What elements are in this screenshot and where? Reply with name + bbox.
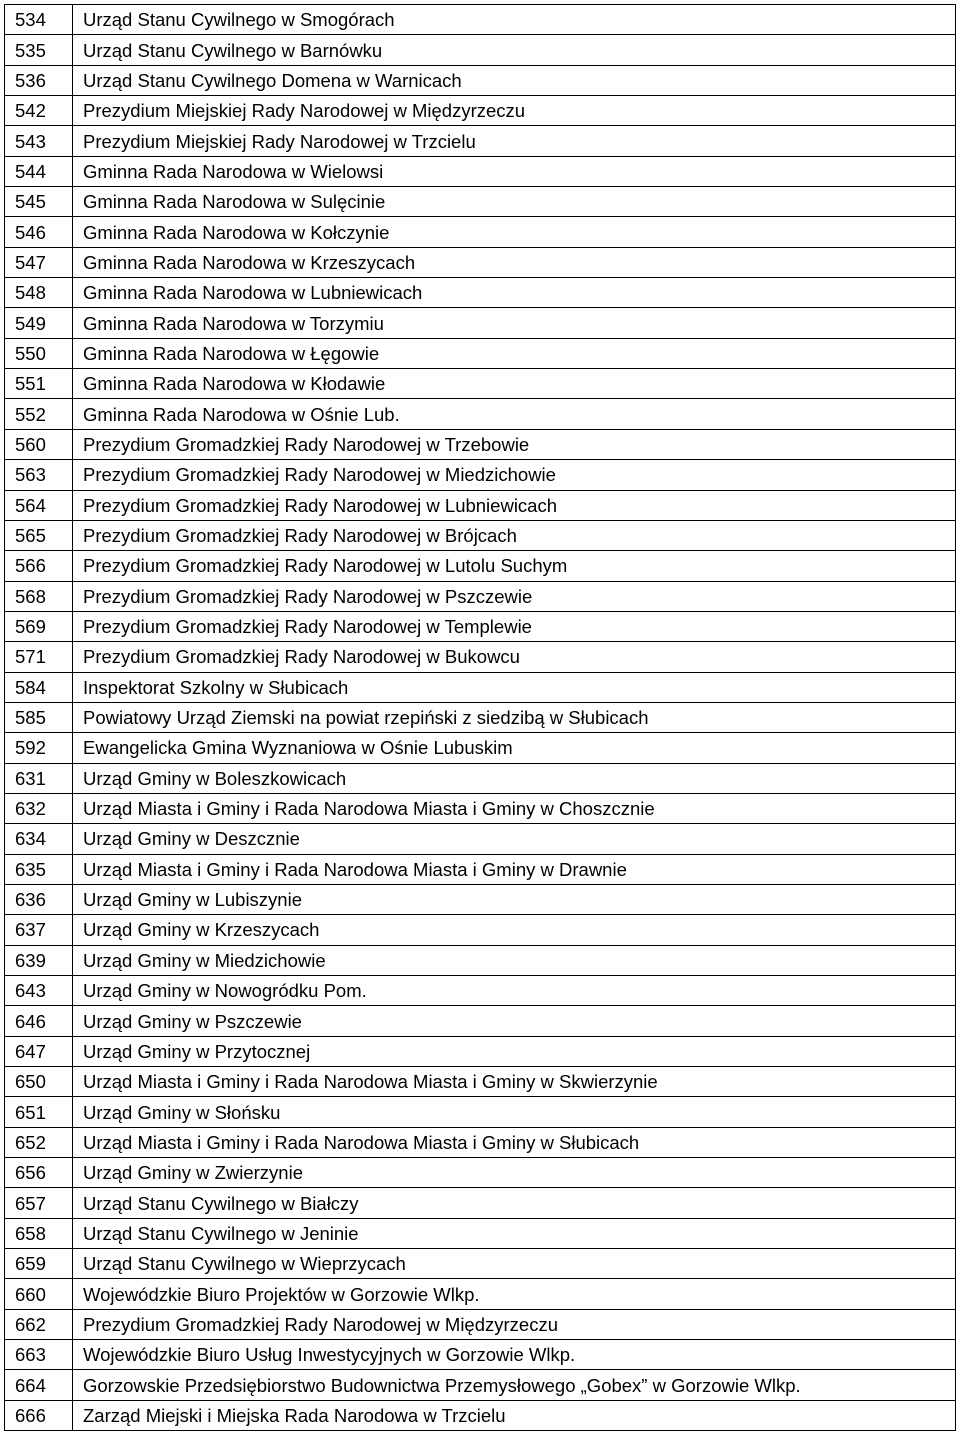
table-row (5, 490, 956, 520)
record-name: Urząd Stanu Cywilnego w Wieprzycach (73, 1249, 956, 1279)
record-number: 560 (5, 429, 73, 459)
table-row (5, 1218, 956, 1248)
table-row (5, 5, 956, 35)
record-name: Gminna Rada Narodowa w Ośnie Lub. (73, 399, 956, 429)
table-row (5, 1340, 956, 1370)
record-number: 545 (5, 187, 73, 217)
table-row (5, 611, 956, 641)
record-name: Urząd Stanu Cywilnego w Smogórach (73, 5, 956, 35)
record-name: Prezydium Gromadzkiej Rady Narodowej w Trzebowie (73, 429, 956, 459)
records-table (4, 4, 956, 1431)
record-name: Urząd Miasta i Gminy i Rada Narodowa Miasta i Gminy w Skwierzynie (73, 1067, 956, 1097)
record-number: 552 (5, 399, 73, 429)
table-row (5, 187, 956, 217)
table-row (5, 399, 956, 429)
table-row (5, 1188, 956, 1218)
record-number: 662 (5, 1309, 73, 1339)
record-name: Inspektorat Szkolny w Słubicach (73, 672, 956, 702)
record-number: 542 (5, 96, 73, 126)
table-row (5, 1127, 956, 1157)
record-number: 637 (5, 915, 73, 945)
record-number: 631 (5, 763, 73, 793)
record-number: 535 (5, 35, 73, 65)
record-name: Prezydium Gromadzkiej Rady Narodowej w Bukowcu (73, 642, 956, 672)
record-name: Prezydium Gromadzkiej Rady Narodowej w Międzyrzeczu (73, 1309, 956, 1339)
record-name: Urząd Gminy w Krzeszycach (73, 915, 956, 945)
record-name: Gminna Rada Narodowa w Kołczynie (73, 217, 956, 247)
record-number: 659 (5, 1249, 73, 1279)
table-row (5, 1370, 956, 1400)
record-number: 546 (5, 217, 73, 247)
record-name: Gminna Rada Narodowa w Wielowsi (73, 156, 956, 186)
records-table-body (5, 5, 956, 1431)
record-number: 652 (5, 1127, 73, 1157)
record-name: Ewangelicka Gmina Wyznaniowa w Ośnie Lubuskim (73, 733, 956, 763)
table-row (5, 1006, 956, 1036)
table-row (5, 672, 956, 702)
record-name: Urząd Miasta i Gminy i Rada Narodowa Miasta i Gminy w Choszcznie (73, 793, 956, 823)
record-name: Urząd Gminy w Nowogródku Pom. (73, 976, 956, 1006)
record-name: Zarząd Miejski i Miejska Rada Narodowa w Trzcielu (73, 1400, 956, 1430)
record-name: Gminna Rada Narodowa w Lubniewicach (73, 278, 956, 308)
record-number: 657 (5, 1188, 73, 1218)
table-row (5, 915, 956, 945)
table-row (5, 1036, 956, 1066)
table-row (5, 1097, 956, 1127)
record-number: 547 (5, 247, 73, 277)
table-row (5, 429, 956, 459)
record-name: Urząd Gminy w Boleszkowicach (73, 763, 956, 793)
record-name: Wojewódzkie Biuro Projektów w Gorzowie Wlkp. (73, 1279, 956, 1309)
table-row (5, 763, 956, 793)
record-number: 571 (5, 642, 73, 672)
record-name: Urząd Stanu Cywilnego Domena w Warnicach (73, 65, 956, 95)
record-name: Urząd Gminy w Lubiszynie (73, 884, 956, 914)
table-row (5, 824, 956, 854)
record-number: 651 (5, 1097, 73, 1127)
table-row (5, 35, 956, 65)
table-row (5, 1309, 956, 1339)
record-name: Gminna Rada Narodowa w Torzymiu (73, 308, 956, 338)
table-row (5, 884, 956, 914)
record-number: 646 (5, 1006, 73, 1036)
table-row (5, 702, 956, 732)
table-row (5, 1400, 956, 1430)
table-row (5, 278, 956, 308)
record-name: Urząd Miasta i Gminy i Rada Narodowa Miasta i Gminy w Słubicach (73, 1127, 956, 1157)
record-name: Gminna Rada Narodowa w Krzeszycach (73, 247, 956, 277)
record-name: Urząd Gminy w Pszczewie (73, 1006, 956, 1036)
record-number: 664 (5, 1370, 73, 1400)
table-row (5, 308, 956, 338)
record-name: Urząd Stanu Cywilnego w Jeninie (73, 1218, 956, 1248)
table-row (5, 793, 956, 823)
record-name: Prezydium Gromadzkiej Rady Narodowej w Pszczewie (73, 581, 956, 611)
record-number: 635 (5, 854, 73, 884)
record-number: 563 (5, 460, 73, 490)
record-number: 632 (5, 793, 73, 823)
record-name: Gorzowskie Przedsiębiorstwo Budownictwa Przemysłowego „Gobex” w Gorzowie Wlkp. (73, 1370, 956, 1400)
record-number: 549 (5, 308, 73, 338)
record-name: Gminna Rada Narodowa w Łęgowie (73, 338, 956, 368)
record-number: 550 (5, 338, 73, 368)
table-row (5, 247, 956, 277)
record-number: 636 (5, 884, 73, 914)
table-row (5, 460, 956, 490)
record-number: 647 (5, 1036, 73, 1066)
record-name: Urząd Stanu Cywilnego w Barnówku (73, 35, 956, 65)
record-number: 544 (5, 156, 73, 186)
table-row (5, 976, 956, 1006)
record-name: Urząd Gminy w Miedzichowie (73, 945, 956, 975)
record-number: 569 (5, 611, 73, 641)
document-page (4, 4, 956, 1431)
table-row (5, 1158, 956, 1188)
record-name: Powiatowy Urząd Ziemski na powiat rzepiński z siedzibą w Słubicach (73, 702, 956, 732)
record-number: 564 (5, 490, 73, 520)
record-name: Prezydium Miejskiej Rady Narodowej w Trzcielu (73, 126, 956, 156)
record-name: Gminna Rada Narodowa w Kłodawie (73, 369, 956, 399)
table-row (5, 1249, 956, 1279)
record-number: 568 (5, 581, 73, 611)
record-name: Prezydium Miejskiej Rady Narodowej w Międzyrzeczu (73, 96, 956, 126)
table-row (5, 551, 956, 581)
table-row (5, 338, 956, 368)
record-number: 634 (5, 824, 73, 854)
record-name: Urząd Gminy w Zwierzynie (73, 1158, 956, 1188)
record-number: 585 (5, 702, 73, 732)
record-number: 536 (5, 65, 73, 95)
record-name: Urząd Stanu Cywilnego w Białczy (73, 1188, 956, 1218)
table-row (5, 96, 956, 126)
record-name: Prezydium Gromadzkiej Rady Narodowej w Templewie (73, 611, 956, 641)
record-name: Prezydium Gromadzkiej Rady Narodowej w Lubniewicach (73, 490, 956, 520)
record-number: 663 (5, 1340, 73, 1370)
table-row (5, 733, 956, 763)
table-row (5, 1067, 956, 1097)
record-name: Gminna Rada Narodowa w Sulęcinie (73, 187, 956, 217)
record-number: 543 (5, 126, 73, 156)
record-number: 592 (5, 733, 73, 763)
record-number: 566 (5, 551, 73, 581)
table-row (5, 126, 956, 156)
record-number: 551 (5, 369, 73, 399)
record-number: 548 (5, 278, 73, 308)
record-number: 565 (5, 520, 73, 550)
record-number: 534 (5, 5, 73, 35)
table-row (5, 369, 956, 399)
table-row (5, 156, 956, 186)
record-number: 584 (5, 672, 73, 702)
record-name: Prezydium Gromadzkiej Rady Narodowej w Lutolu Suchym (73, 551, 956, 581)
table-row (5, 65, 956, 95)
table-row (5, 520, 956, 550)
table-row (5, 1279, 956, 1309)
record-number: 650 (5, 1067, 73, 1097)
table-row (5, 945, 956, 975)
record-number: 666 (5, 1400, 73, 1430)
record-number: 660 (5, 1279, 73, 1309)
record-number: 658 (5, 1218, 73, 1248)
table-row (5, 217, 956, 247)
record-name: Urząd Miasta i Gminy i Rada Narodowa Miasta i Gminy w Drawnie (73, 854, 956, 884)
record-name: Urząd Gminy w Deszcznie (73, 824, 956, 854)
record-name: Prezydium Gromadzkiej Rady Narodowej w Brójcach (73, 520, 956, 550)
record-name: Wojewódzkie Biuro Usług Inwestycyjnych w Gorzowie Wlkp. (73, 1340, 956, 1370)
record-name: Urząd Gminy w Przytocznej (73, 1036, 956, 1066)
table-row (5, 581, 956, 611)
table-row (5, 642, 956, 672)
table-row (5, 854, 956, 884)
record-number: 656 (5, 1158, 73, 1188)
record-number: 639 (5, 945, 73, 975)
record-name: Prezydium Gromadzkiej Rady Narodowej w Miedzichowie (73, 460, 956, 490)
record-number: 643 (5, 976, 73, 1006)
record-name: Urząd Gminy w Słońsku (73, 1097, 956, 1127)
